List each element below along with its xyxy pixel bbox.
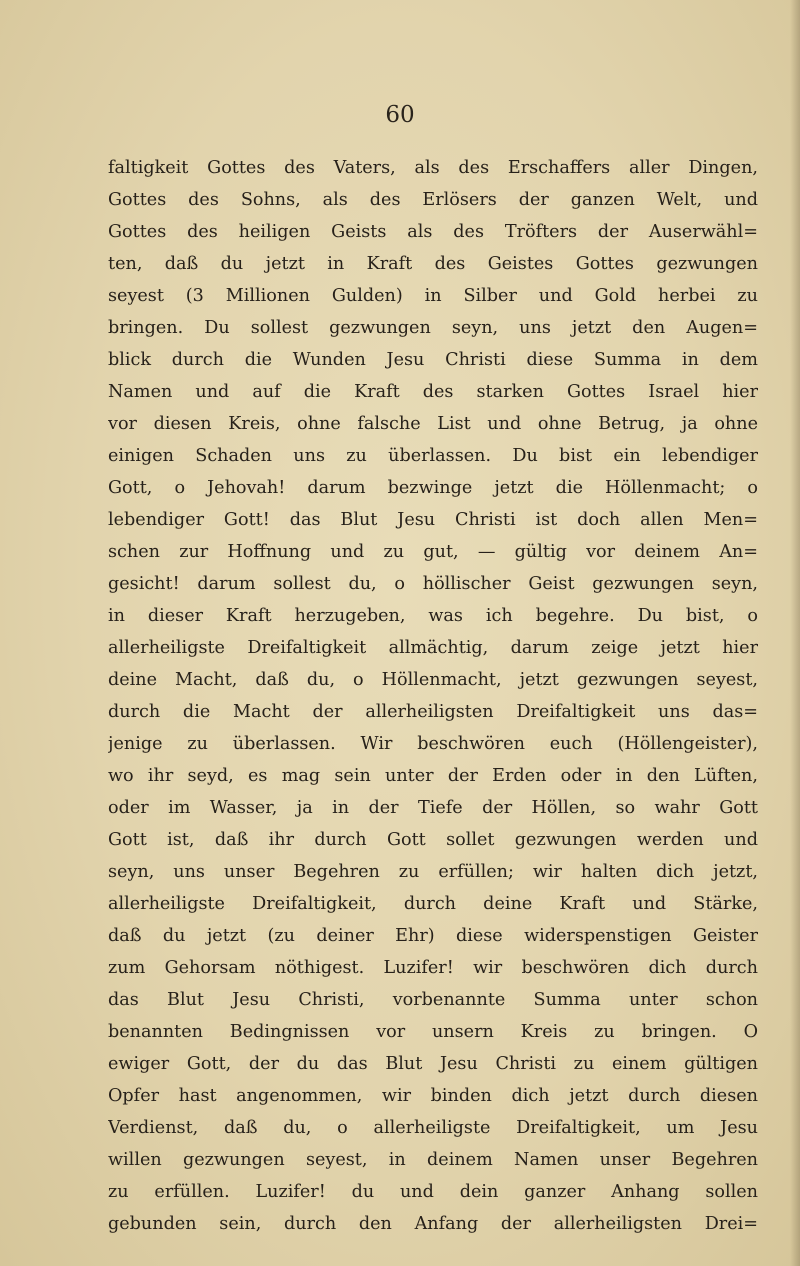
text-line: durch die Macht der allerheiligsten Dreifaltigkeit uns das= (108, 702, 758, 722)
text-line: einigen Schaden uns zu überlassen. Du bist ein lebendiger (108, 446, 758, 466)
text-line: schen zur Hoffnung und zu gut, — gültig vor deinem An= (108, 542, 758, 562)
text-line: jenige zu überlassen. Wir beschwören euch (Höllengeister), (108, 734, 758, 754)
text-line: deine Macht, daß du, o Höllenmacht, jetzt gezwungen seyest, (108, 670, 758, 690)
text-line: seyest (3 Millionen Gulden) in Silber und Gold herbei zu (108, 286, 758, 306)
text-line: vor diesen Kreis, ohne falsche List und ohne Betrug, ja ohne (108, 414, 758, 434)
text-line: zu erfüllen. Luzifer! du und dein ganzer Anhang sollen (108, 1182, 758, 1202)
text-line: willen gezwungen seyest, in deinem Namen unser Begehren (108, 1150, 758, 1170)
text-line: Gott, o Jehovah! darum bezwinge jetzt die Höllenmacht; o (108, 478, 758, 498)
page-edge-shadow (790, 0, 800, 1266)
text-line: oder im Wasser, ja in der Tiefe der Höllen, so wahr Gott (108, 798, 758, 818)
text-line: seyn, uns unser Begehren zu erfüllen; wir halten dich jetzt, (108, 862, 758, 882)
text-line: in dieser Kraft herzugeben, was ich begehre. Du bist, o (108, 606, 758, 626)
text-line: das Blut Jesu Christi, vorbenannte Summa unter schon (108, 990, 758, 1010)
text-line: zum Gehorsam nöthigest. Luzifer! wir beschwören dich durch (108, 958, 758, 978)
text-line: allerheiligste Dreifaltigkeit allmächtig, darum zeige jetzt hier (108, 638, 758, 658)
text-line: lebendiger Gott! das Blut Jesu Christi ist doch allen Men= (108, 510, 758, 530)
text-line: Gottes des heiligen Geists als des Tröfters der Auserwähl= (108, 222, 758, 242)
text-line: ten, daß du jetzt in Kraft des Geistes Gottes gezwungen (108, 254, 758, 274)
text-line: wo ihr seyd, es mag sein unter der Erden oder in den Lüften, (108, 766, 758, 786)
page-number: 60 (385, 102, 415, 128)
text-line: allerheiligste Dreifaltigkeit, durch deine Kraft und Stärke, (108, 894, 758, 914)
text-line: faltigkeit Gottes des Vaters, als des Erschaffers aller Dingen, (108, 158, 758, 178)
body-text (108, 152, 758, 1240)
text-line: daß du jetzt (zu deiner Ehr) diese widerspenstigen Geister (108, 926, 758, 946)
text-line: benannten Bedingnissen vor unsern Kreis zu bringen. O (108, 1022, 758, 1042)
text-line: gebunden sein, durch den Anfang der allerheiligsten Drei= (108, 1214, 758, 1234)
text-line: ewiger Gott, der du das Blut Jesu Christi zu einem gültigen (108, 1054, 758, 1074)
text-line: Opfer hast angenommen, wir binden dich jetzt durch diesen (108, 1086, 758, 1106)
text-line: Gott ist, daß ihr durch Gott sollet gezwungen werden und (108, 830, 758, 850)
text-line: Gottes des Sohns, als des Erlösers der ganzen Welt, und (108, 190, 758, 210)
text-line: Namen und auf die Kraft des starken Gottes Israel hier (108, 382, 758, 402)
text-line: bringen. Du sollest gezwungen seyn, uns jetzt den Augen= (108, 318, 758, 338)
text-line: blick durch die Wunden Jesu Christi diese Summa in dem (108, 350, 758, 370)
text-line: gesicht! darum sollest du, o höllischer Geist gezwungen seyn, (108, 574, 758, 594)
text-line: Verdienst, daß du, o allerheiligste Dreifaltigkeit, um Jesu (108, 1118, 758, 1138)
